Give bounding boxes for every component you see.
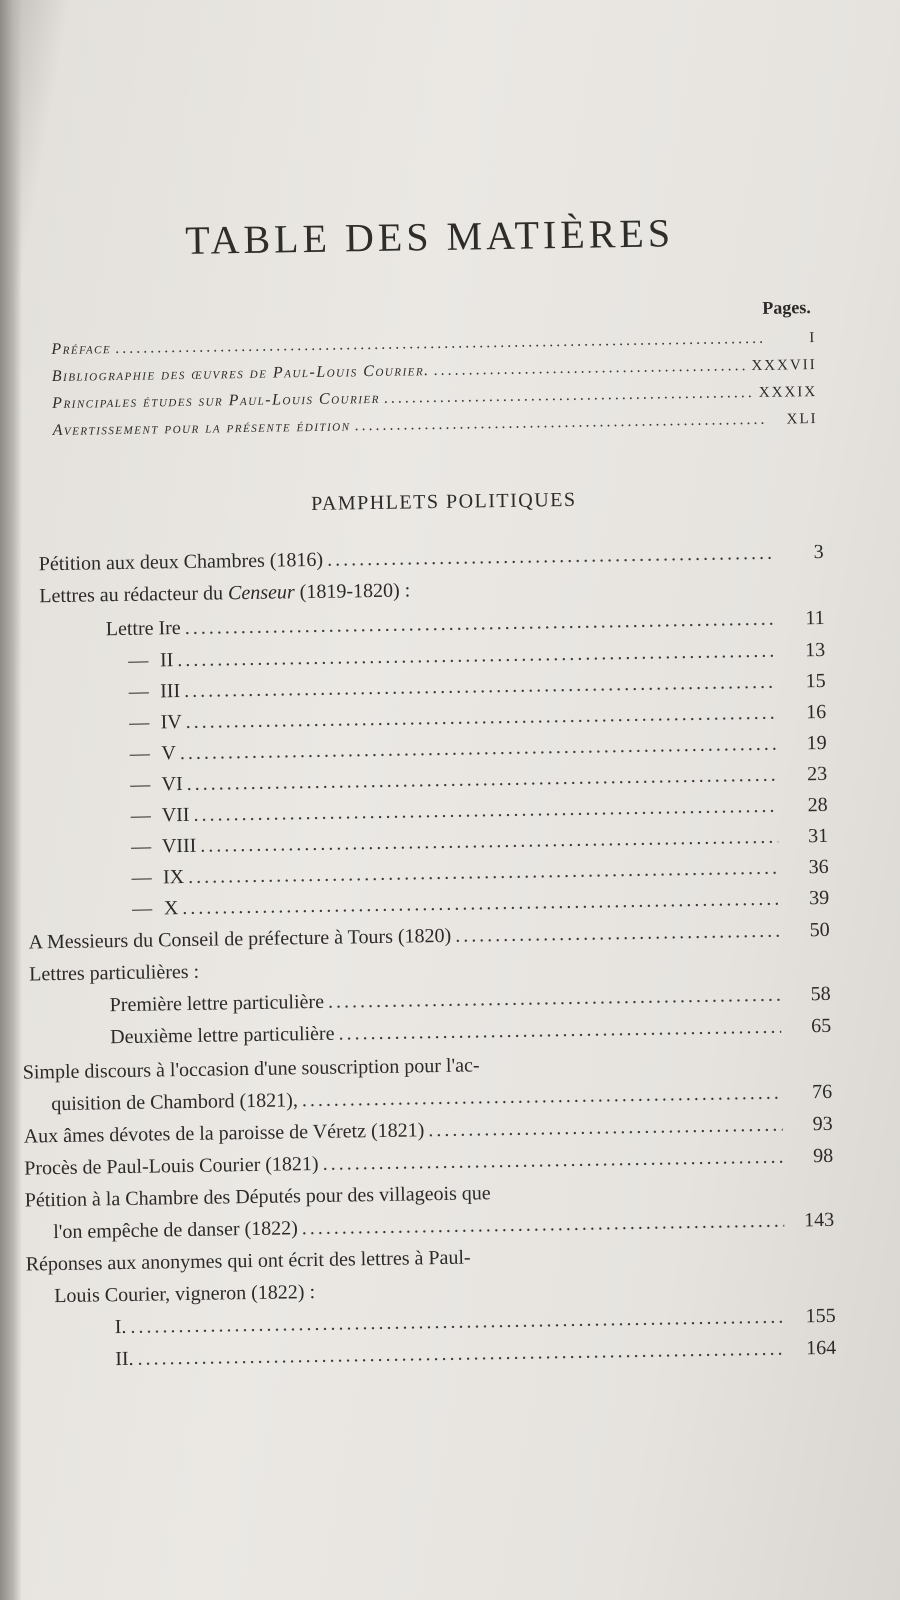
toc-entry-label: I. xyxy=(114,1315,127,1339)
toc-entry-principales-etudes xyxy=(52,383,817,413)
leader-dots xyxy=(184,671,776,703)
toc-entry-page: 93 xyxy=(812,1112,833,1136)
toc-entry-lettres-censeur xyxy=(39,579,410,608)
leader-dots xyxy=(137,1338,786,1371)
toc-entry-label: VII xyxy=(161,803,190,827)
section-heading: PAMPHLETS POLITIQUES xyxy=(310,488,577,515)
toc-entry-label: IV xyxy=(160,711,182,734)
spine-shadow xyxy=(0,0,22,1600)
leader-dots xyxy=(185,608,775,640)
leader-dots xyxy=(428,1114,783,1143)
leader-dots xyxy=(200,826,778,858)
leader-dots xyxy=(302,1082,783,1113)
toc-entry-page: 36 xyxy=(808,855,829,879)
toc-entry-label: Pétition aux deux Chambres (1816) xyxy=(38,548,324,576)
ditto-dash: — xyxy=(130,773,151,796)
toc-entry-lettre-10 xyxy=(132,887,829,921)
toc-entry-page: 16 xyxy=(806,700,827,724)
toc-entry-simple-discours-line1: Simple discours à l'occasion d'une souscription pour l'ac- xyxy=(22,1054,480,1084)
toc-entry-lettre-9 xyxy=(132,856,829,890)
toc-entry-lettre-4 xyxy=(129,701,826,735)
toc-entry-page: 3 xyxy=(813,540,824,564)
ditto-dash: — xyxy=(131,835,152,858)
leader-dots xyxy=(433,357,747,380)
toc-entry-page: 65 xyxy=(810,1014,832,1038)
toc-entry-reponse-2 xyxy=(115,1337,836,1371)
toc-entry-petition-deputes-line2 xyxy=(53,1209,834,1244)
leader-dots xyxy=(328,984,781,1014)
toc-entry-label: quisition de Chambord (1821), xyxy=(51,1089,299,1116)
toc-entry-label: Aux âmes dévotes de la paroisse de Véretz (1821) xyxy=(23,1119,425,1148)
toc-entry-label: Préface xyxy=(51,340,112,359)
toc-entry-label: X xyxy=(163,897,179,920)
toc-entry-reponses-line1: Réponses aux anonymes qui ont écrit des lettres à Paul- xyxy=(25,1246,471,1276)
toc-entry-lettre-8 xyxy=(131,825,828,859)
toc-entry-petition-deputes-line1: Pétition à la Chambre des Députés pour des villageois que xyxy=(24,1182,491,1212)
leader-dots xyxy=(327,542,774,572)
toc-entry-page: 23 xyxy=(806,762,828,786)
toc-entry-bibliographie xyxy=(52,356,817,386)
leader-dots xyxy=(180,733,777,765)
toc-entry-reponse-1 xyxy=(115,1305,836,1339)
toc-entry-petition-1816 xyxy=(39,541,824,576)
leader-dots xyxy=(188,857,779,889)
leader-dots xyxy=(302,1210,785,1241)
leader-dots xyxy=(455,920,780,948)
leader-dots xyxy=(177,640,775,672)
toc-entry-page: 155 xyxy=(805,1304,836,1328)
toc-entry-proces xyxy=(24,1145,833,1181)
toc-entry-page: XXXIX xyxy=(758,384,818,401)
toc-entry-messieurs xyxy=(29,919,830,955)
toc-entry-page: 15 xyxy=(805,669,826,693)
ditto-dash: — xyxy=(129,742,150,765)
leader-dots xyxy=(384,384,755,408)
leader-dots xyxy=(322,1146,783,1176)
toc-entry-page: 143 xyxy=(803,1208,835,1232)
toc-entry-label: III xyxy=(160,680,181,703)
toc-entry-label: Bibliographie des œuvres de Paul-Louis Courier. xyxy=(51,362,430,386)
toc-entry-ames-devotes xyxy=(24,1113,833,1149)
toc-entry-lettre-6 xyxy=(130,763,827,797)
ditto-dash: — xyxy=(131,866,152,889)
toc-entry-page: 58 xyxy=(810,982,831,1006)
toc-entry-page: 98 xyxy=(812,1144,834,1168)
toc-entry-page: 31 xyxy=(807,824,829,848)
leader-dots xyxy=(182,888,779,920)
toc-entry-lettre-2 xyxy=(128,639,825,673)
ditto-dash: — xyxy=(129,711,150,734)
leader-dots xyxy=(354,411,767,435)
table-of-contents xyxy=(9,188,869,1371)
toc-entry-label: IX xyxy=(162,866,185,889)
toc-entry-page: 13 xyxy=(805,638,826,662)
toc-entry-page: 19 xyxy=(806,731,827,755)
toc-entry-page: I xyxy=(809,330,817,347)
toc-entry-label-suffix: (1819-1820) : xyxy=(294,579,411,604)
leader-dots xyxy=(115,330,766,358)
toc-entry-page: 76 xyxy=(811,1080,833,1104)
pages-column-label: Pages. xyxy=(762,297,811,318)
toc-entry-page: 28 xyxy=(807,793,828,817)
leader-dots xyxy=(130,1306,786,1339)
toc-entry-lettres-particulieres: Lettres particulières : xyxy=(29,960,200,986)
toc-entry-label: Principales études sur Paul-Louis Courier xyxy=(52,389,380,413)
toc-entry-label: Lettre Ire xyxy=(105,617,181,641)
toc-entry-label: Procès de Paul-Louis Courier (1821) xyxy=(24,1152,319,1180)
toc-entry-premiere-lettre xyxy=(110,983,831,1017)
toc-entry-label: Lettres au rédacteur du xyxy=(39,582,229,608)
toc-entry-label: l'on empêche de danser (1822) xyxy=(53,1217,299,1244)
ditto-dash: — xyxy=(128,649,149,672)
leader-dots xyxy=(338,1016,781,1046)
toc-entry-label: Deuxième lettre particulière xyxy=(110,1022,335,1049)
toc-entry-label: II xyxy=(159,649,174,672)
ditto-dash: — xyxy=(132,897,153,920)
ditto-dash: — xyxy=(130,804,151,827)
ditto-dash: — xyxy=(128,680,149,703)
toc-entry-lettre-5 xyxy=(130,732,827,766)
leader-dots xyxy=(187,764,778,796)
toc-entry-label: Première lettre particulière xyxy=(109,990,325,1017)
toc-entry-preface xyxy=(51,329,816,359)
toc-entry-page: 50 xyxy=(809,918,830,942)
toc-entry-page: 164 xyxy=(805,1336,837,1360)
page-title: TABLE DES MATIÈRES xyxy=(184,210,675,263)
toc-entry-label: V xyxy=(161,742,177,765)
toc-entry-lettre-3 xyxy=(129,670,826,704)
toc-entry-page: XLI xyxy=(786,411,818,428)
toc-entry-reponses-line2: Louis Courier, vigneron (1822) : xyxy=(54,1281,316,1308)
toc-entry-label: Avertissement pour la présente édition xyxy=(52,417,351,440)
leader-dots xyxy=(186,702,777,734)
toc-entry-label: VIII xyxy=(161,834,197,858)
toc-entry-label: VI xyxy=(161,773,183,796)
toc-entry-page: XXXVII xyxy=(751,357,817,375)
toc-entry-deuxieme-lettre xyxy=(110,1015,831,1049)
toc-entry-page: 11 xyxy=(805,606,825,630)
toc-entry-avertissement xyxy=(53,410,818,440)
toc-entry-label: A Messieurs du Conseil de préfecture à Tours (1820) xyxy=(28,924,452,954)
toc-entry-simple-discours-line2 xyxy=(51,1081,832,1116)
leader-dots xyxy=(193,795,778,827)
toc-entry-lettre-7 xyxy=(131,794,828,828)
toc-entry-lettre-1 xyxy=(106,607,825,641)
toc-entry-label: II. xyxy=(115,1347,134,1371)
toc-entry-page: 39 xyxy=(808,886,830,910)
toc-entry-label-italic: Censeur xyxy=(227,581,295,605)
